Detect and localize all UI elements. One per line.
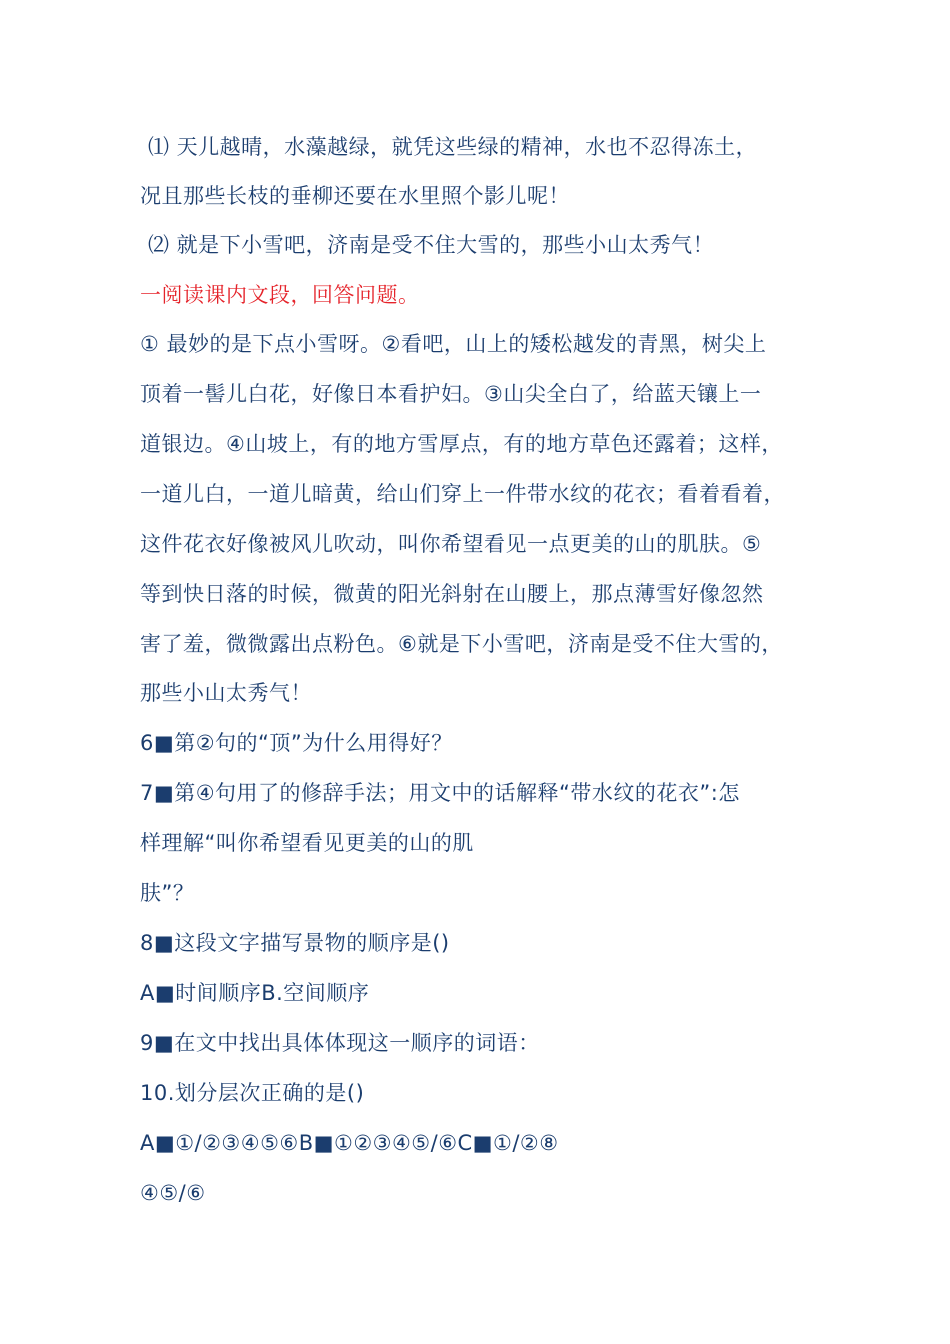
question-8: 8■这段文字描写景物的顺序是() (140, 931, 450, 955)
passage-sentence-2: ⑵ 就是下小雪吧，济南是受不住大雪的，那些小山太秀气！ (148, 233, 715, 257)
paragraph-line: 那些小山太秀气！ (140, 681, 312, 705)
question-9: 9■在文中找出具体体现这一顺序的词语： (140, 1031, 540, 1055)
question-10-options-continued: ④⑤/⑥ (140, 1181, 206, 1205)
paragraph-line: 害了羞，微微露出点粉色。⑥就是下小雪吧，济南是受不住大雪的， (140, 632, 783, 656)
question-7-continued: 肤”？ (140, 881, 195, 905)
paragraph-line: ① 最妙的是下点小雪呀。②看吧，山上的矮松越发的青黑，树尖上 (140, 332, 767, 356)
passage-sentence-1: ⑴ 天儿越晴，水藻越绿，就凭这些绿的精神，水也不忍得冻土， (148, 135, 758, 159)
paragraph-line: 一道儿白，一道儿暗黄，给山们穿上一件带水纹的花衣；看着看着， (140, 482, 785, 506)
section-heading: 一阅读课内文段，回答问题。 (140, 283, 420, 307)
question-10: 10.划分层次正确的是() (140, 1081, 365, 1105)
paragraph-line: 道银边。④山坡上，有的地方雪厚点，有的地方草色还露着；这样， (140, 432, 783, 456)
question-7: 7■第④句用了的修辞手法；用文中的话解释“带水纹的花衣”:怎 (140, 781, 740, 805)
question-8-options: A■时间顺序B.空间顺序 (140, 981, 370, 1005)
question-10-options: A■①/②③④⑤⑥B■①②③④⑤/⑥C■①/②⑧ (140, 1131, 559, 1155)
passage-sentence-1-continued: 况且那些长枝的垂柳还要在水里照个影儿呢！ (140, 184, 570, 208)
paragraph-line: 等到快日落的时候，微黄的阳光斜射在山腰上，那点薄雪好像忽然 (140, 582, 764, 606)
paragraph-line: 这件花衣好像被风儿吹动，叫你希望看见一点更美的山的肌肤。⑤ (140, 532, 762, 556)
paragraph-line: 顶着一髻儿白花，好像日本看护妇。③山尖全白了，给蓝天镶上一 (140, 382, 762, 406)
question-6: 6■第②句的“顶”为什么用得好？ (140, 731, 453, 755)
question-7-continued: 样理解“叫你希望看见更美的山的肌 (140, 831, 474, 855)
